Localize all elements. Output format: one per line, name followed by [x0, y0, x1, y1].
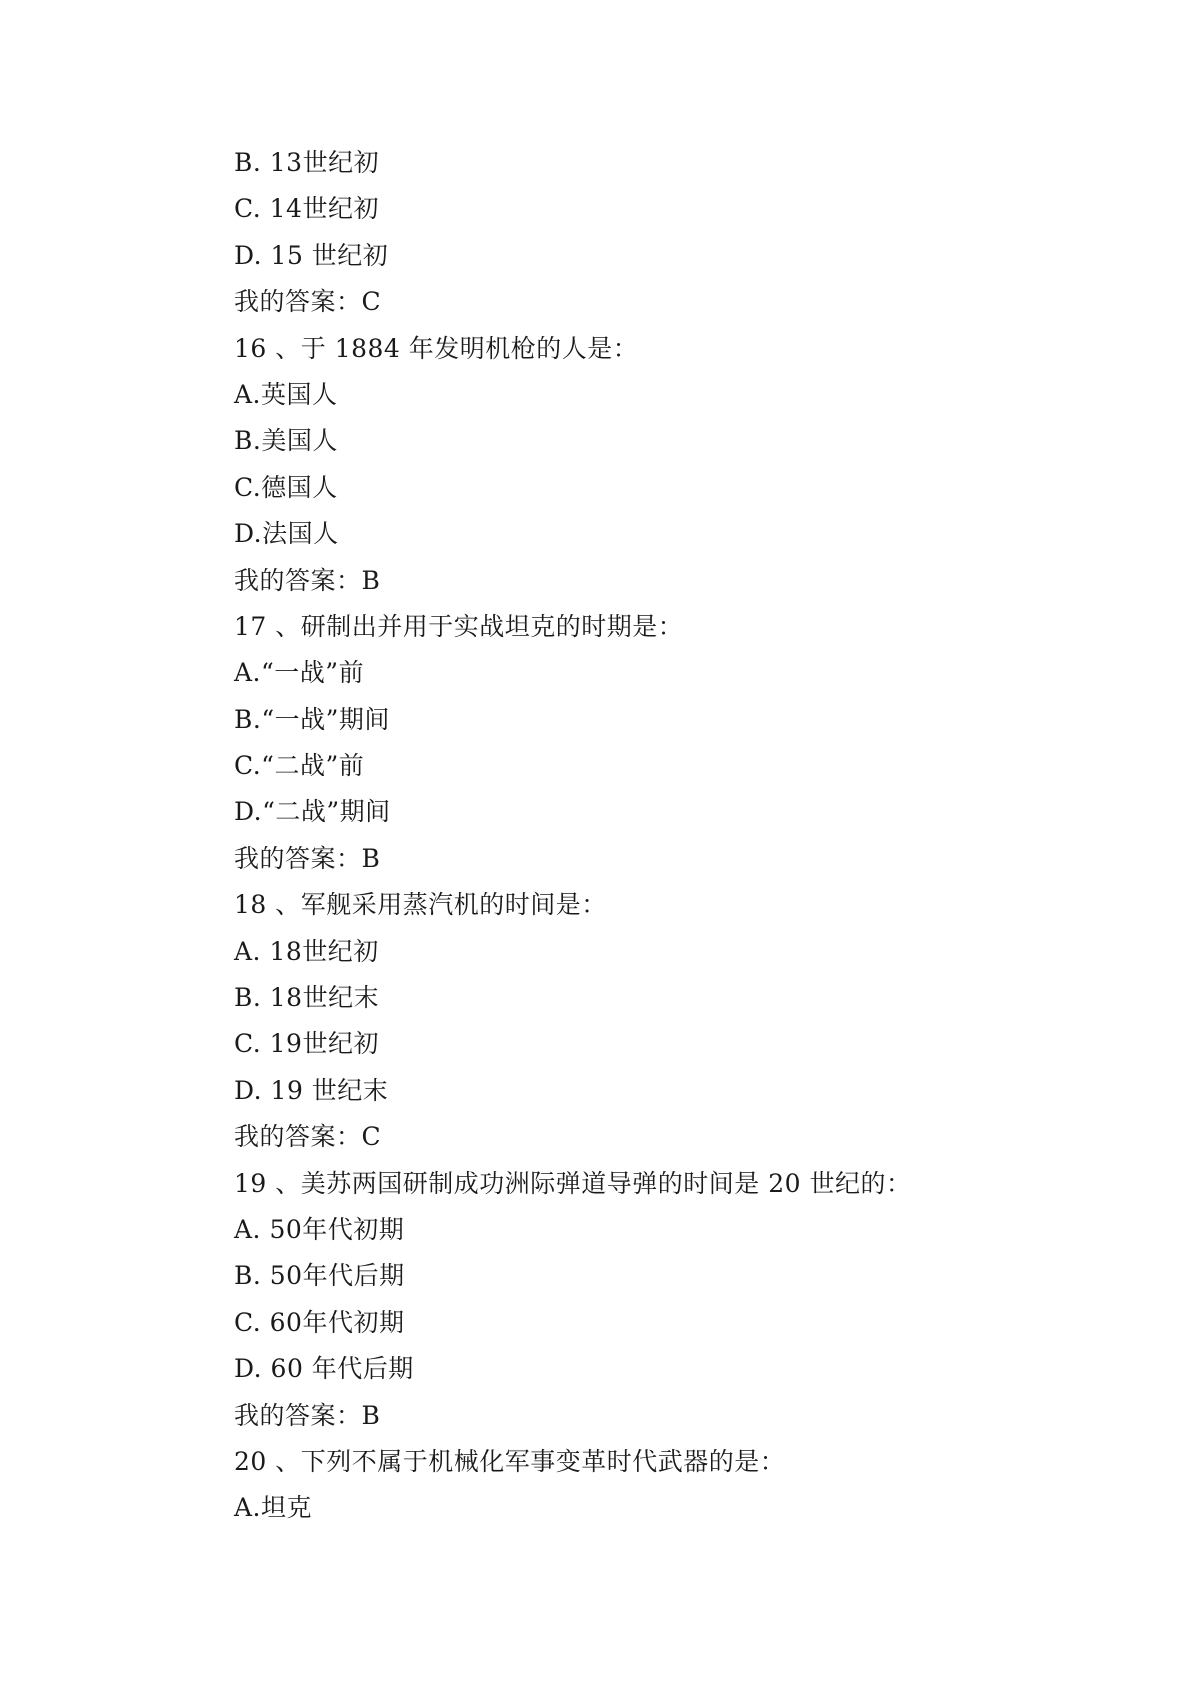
option-b-q15: B. 13世纪初 [234, 148, 380, 177]
answer-q15: 我的答案：C [234, 287, 382, 317]
question-17: 17 、研制出并用于实战坦克的时期是： [234, 611, 684, 641]
option-a-q18: A. 18世纪初 [234, 936, 379, 966]
option-d-q18: D. 19 世纪末 [234, 1075, 389, 1105]
question-16: 16 、于 1884 年发明机枪的人是： [234, 333, 639, 363]
option-d-q17: D.“二战”期间 [234, 797, 391, 827]
option-d-q15: D. 15 世纪初 [234, 240, 389, 270]
option-b-q17: B.“一战”期间 [234, 704, 390, 734]
question-18: 18 、军舰采用蒸汽机的时间是： [234, 890, 607, 920]
question-20: 20 、下列不属于机械化军事变革时代武器的是： [234, 1446, 786, 1476]
option-d-q16: D.法国人 [234, 519, 339, 549]
option-c-q19: C. 60年代初期 [234, 1307, 405, 1337]
answer-q18: 我的答案：C [234, 1122, 382, 1152]
option-a-q19: A. 50年代初期 [234, 1214, 405, 1244]
question-19: 19 、美苏两国研制成功洲际弹道导弹的时间是 20 世纪的： [234, 1168, 912, 1198]
option-b-q19: B. 50年代后期 [234, 1261, 405, 1291]
option-c-q17: C.“二战”前 [234, 751, 365, 781]
option-a-q16: A.英国人 [234, 379, 338, 409]
question-list [234, 140, 1094, 1532]
option-b-q16: B.美国人 [234, 426, 338, 456]
answer-q19: 我的答案：B [234, 1400, 381, 1430]
option-a-q20: A.坦克 [234, 1493, 313, 1523]
option-d-q19: D. 60 年代后期 [234, 1354, 414, 1384]
option-c-q15: C. 14世纪初 [234, 194, 379, 224]
option-c-q18: C. 19世纪初 [234, 1029, 379, 1059]
option-a-q17: A.“一战”前 [234, 658, 365, 688]
answer-q16: 我的答案：B [234, 565, 381, 595]
option-c-q16: C.德国人 [234, 472, 338, 502]
answer-q17: 我的答案：B [234, 843, 381, 873]
option-b-q18: B. 18世纪末 [234, 983, 380, 1013]
